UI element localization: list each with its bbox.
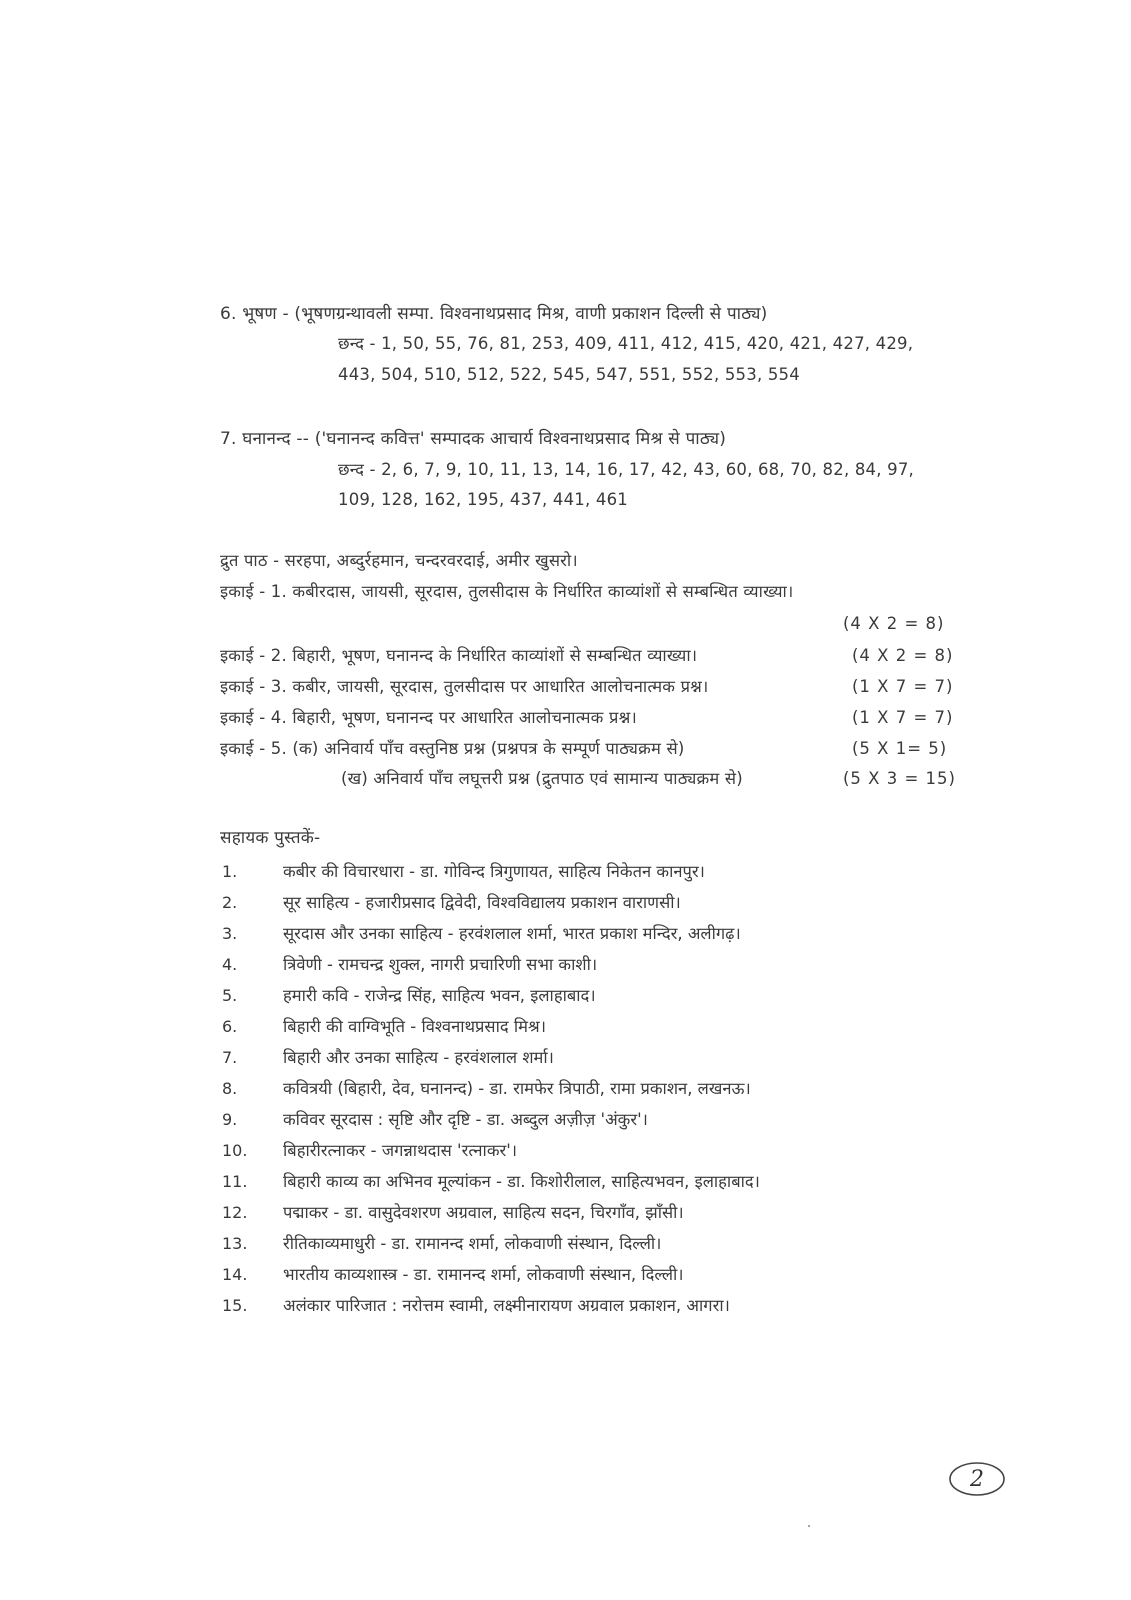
unit-4-text: इकाई - 4. बिहारी, भूषण, घनानन्द पर आधारित आलोचनात्मक प्रश्न। <box>220 708 637 727</box>
unit-1-text: इकाई - 1. कबीरदास, जायसी, सूरदास, तुलसीदास के निर्धारित काव्यांशों से सम्बन्धित व्याख्या। <box>220 582 794 601</box>
reference-item: भारतीय काव्यशास्त्र - डा. रामानन्द शर्मा, लोकवाणी संस्थान, दिल्ली। <box>283 1265 684 1284</box>
reference-item: कबीर की विचारधारा - डा. गोविन्द त्रिगुणायत, साहित्य निकेतन कानपुर। <box>283 862 705 881</box>
unit-1-marks: (4 X 2 = 8) <box>843 614 945 633</box>
speck <box>808 1525 810 1527</box>
reference-number: 12. <box>222 1203 248 1222</box>
reference-number: 3. <box>222 924 238 943</box>
poet-ghananand-title: 7. घनानन्द -- ('घनानन्द कवित्त' सम्पादक आचार्य विश्वनाथप्रसाद मिश्र से पाठ्य) <box>220 429 727 449</box>
reference-number: 1. <box>222 862 238 881</box>
reference-number: 8. <box>222 1079 238 1098</box>
reference-number: 2. <box>222 893 238 912</box>
reference-item: त्रिवेणी - रामचन्द्र शुक्ल, नागरी प्रचारिणी सभा काशी। <box>283 955 598 974</box>
poet-ghananand-verses-2: 109, 128, 162, 195, 437, 441, 461 <box>338 490 628 509</box>
drut-path: द्रुत पाठ - सरहपा, अब्दुर्रहमान, चन्दरवरदाई, अमीर खुसरो। <box>220 551 578 570</box>
reference-item: कवित्रयी (बिहारी, देव, घनानन्द) - डा. रामफेर त्रिपाठी, रामा प्रकाशन, लखनऊ। <box>283 1079 751 1098</box>
poet-bhushan-title: 6. भूषण - (भूषणग्रन्थावली सम्पा. विश्वनाथप्रसाद मिश्र, वाणी प्रकाशन दिल्ली से पाठ्य) <box>220 304 768 324</box>
unit-2-text: इकाई - 2. बिहारी, भूषण, घनानन्द के निर्धारित काव्यांशों से सम्बन्धित व्याख्या। <box>220 646 698 665</box>
reference-item: अलंकार पारिजात : नरोत्तम स्वामी, लक्ष्मीनारायण अग्रवाल प्रकाशन, आगरा। <box>283 1296 730 1315</box>
reference-item: बिहारी और उनका साहित्य - हरवंशलाल शर्मा। <box>283 1048 554 1067</box>
reference-item: पद्माकर - डा. वासुदेवशरण अग्रवाल, साहित्य सदन, चिरगाँव, झाँसी। <box>283 1203 684 1222</box>
unit-5a-marks: (5 X 1= 5) <box>852 739 948 758</box>
unit-5b-marks: (5 X 3 = 15) <box>843 769 956 788</box>
page-number-circle <box>947 1459 1007 1499</box>
poet-bhushan-verses-1: छन्द - 1, 50, 55, 76, 81, 253, 409, 411, 412, 415, 420, 421, 427, 429, <box>338 334 914 353</box>
reference-number: 15. <box>222 1296 248 1315</box>
reference-item: बिहारी काव्य का अभिनव मूल्यांकन - डा. किशोरीलाल, साहित्यभवन, इलाहाबाद। <box>283 1172 760 1191</box>
reference-number: 14. <box>222 1265 248 1284</box>
unit-2-marks: (4 X 2 = 8) <box>852 646 954 665</box>
references-heading: सहायक पुस्तकें- <box>220 828 321 848</box>
reference-item: बिहारी की वाग्विभूति - विश्वनाथप्रसाद मिश्र। <box>283 1017 546 1036</box>
page-number: 2 <box>970 1467 984 1492</box>
unit-3-marks: (1 X 7 = 7) <box>852 677 954 696</box>
reference-number: 6. <box>222 1017 238 1036</box>
reference-number: 7. <box>222 1048 238 1067</box>
reference-number: 10. <box>222 1141 248 1160</box>
unit-5b-text: (ख) अनिवार्य पाँच लघूत्तरी प्रश्न (द्रुतपाठ एवं सामान्य पाठ्यक्रम से) <box>341 769 743 788</box>
unit-4-marks: (1 X 7 = 7) <box>852 708 954 727</box>
poet-bhushan-verses-2: 443, 504, 510, 512, 522, 545, 547, 551, 552, 553, 554 <box>338 365 800 384</box>
unit-5a-text: इकाई - 5. (क) अनिवार्य पाँच वस्तुनिष्ठ प्रश्न (प्रश्नपत्र के सम्पूर्ण पाठ्यक्रम से) <box>220 739 685 758</box>
reference-number: 11. <box>222 1172 248 1191</box>
reference-number: 5. <box>222 986 238 1005</box>
reference-number: 4. <box>222 955 238 974</box>
unit-3-text: इकाई - 3. कबीर, जायसी, सूरदास, तुलसीदास पर आधारित आलोचनात्मक प्रश्न। <box>220 677 709 696</box>
reference-number: 9. <box>222 1110 238 1129</box>
reference-item: कविवर सूरदास : सृष्टि और दृष्टि - डा. अब्दुल अज़ीज़ 'अंकुर'। <box>283 1110 648 1129</box>
reference-number: 13. <box>222 1234 248 1253</box>
reference-item: सूरदास और उनका साहित्य - हरवंशलाल शर्मा, भारत प्रकाश मन्दिर, अलीगढ़। <box>283 924 741 943</box>
reference-item: हमारी कवि - राजेन्द्र सिंह, साहित्य भवन, इलाहाबाद। <box>283 986 596 1005</box>
poet-ghananand-verses-1: छन्द - 2, 6, 7, 9, 10, 11, 13, 14, 16, 17, 42, 43, 60, 68, 70, 82, 84, 97, <box>338 460 914 479</box>
reference-item: बिहारीरत्नाकर - जगन्नाथदास 'रत्नाकर'। <box>283 1141 518 1160</box>
reference-item: रीतिकाव्यमाधुरी - डा. रामानन्द शर्मा, लोकवाणी संस्थान, दिल्ली। <box>283 1234 662 1253</box>
reference-item: सूर साहित्य - हजारीप्रसाद द्विवेदी, विश्वविद्यालय प्रकाशन वाराणसी। <box>283 893 681 912</box>
